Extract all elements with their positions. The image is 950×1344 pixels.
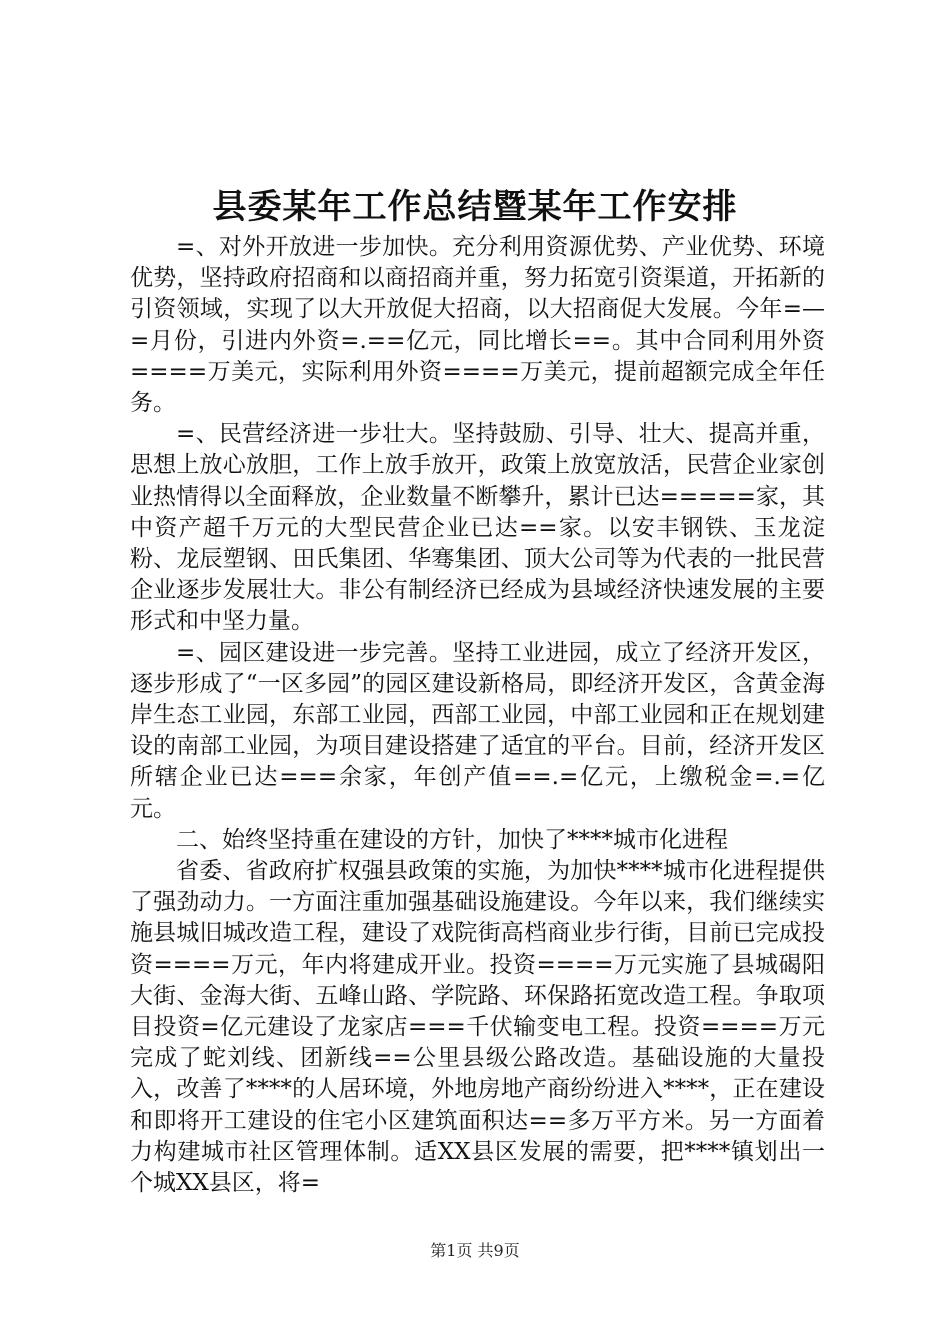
section-heading-urbanization: 二、始终坚持重在建设的方针，加快了****城市化进程 [176, 826, 728, 853]
document-body [130, 232, 825, 1199]
paragraph-urbanization: 省委、省政府扩权强县政策的实施，为加快****城市化进程提供了强劲动力。一方面注重加强基础设施建设。今年以来，我们继续实施县城旧城改造工程，建设了戏院街高档商业步行街，目前已完成投资====万元，年内将建成开业。投资====万元实施了县城碣阳大街、金海大街、五峰山路、学院路、环保路拓宽改造工程。争取项目投资=亿元建设了龙家店===千伏输变电工程。投资====万元完成了蛇刘线、团新线==公里县级公路改造。基础设施的大量投入，改善了****的人居环境，外地房地产商纷纷进入****，正在建设和即将开工建设的住宅小区建筑面积达==多万平方米。另一方面着力构建城市社区管理体制。适XX县区发展的需要，把****镇划出一个城XX县区，将= [130, 858, 825, 1197]
paragraph-opening-up: =、对外开放进一步加快。充分利用资源优势、产业优势、环境优势，坚持政府招商和以商招商并重，努力拓宽引资渠道，开拓新的引资领域，实现了以大开放促大招商，以大招商促大发展。今年=—=月份，引进内外资=.==亿元，同比增长==。其中合同利用外资====万美元，实际利用外资====万美元，提前超额完成全年任务。 [130, 234, 825, 417]
paragraph-private-economy: =、民营经济进一步壮大。坚持鼓励、引导、壮大、提高并重，思想上放心放胆，工作上放手放开，政策上放宽放活，民营企业家创业热情得以全面释放，企业数量不断攀升，累计已达=====家，其中资产超千万元的大型民营企业已达==家。以安丰钢铁、玉龙淀粉、龙辰塑钢、田氏集团、华骞集团、顶大公司等为代表的一批民营企业逐步发展壮大。非公有制经济已经成为县域经济快速发展的主要形式和中坚力量。 [130, 421, 825, 635]
paragraph-industrial-parks: =、园区建设进一步完善。坚持工业进园，成立了经济开发区，逐步形成了“一区多园”的园区建设新格局，即经济开发区，含黄金海岸生态工业园，东部工业园，西部工业园，中部工业园和正在规划建设的南部工业园，为项目建设搭建了适宜的平台。目前，经济开发区所辖企业已达===余家，年创产值==.=亿元，上缴税金=.=亿元。 [130, 639, 825, 822]
page-footer: 第1页 共9页 [430, 1241, 520, 1260]
document-title: 县委某年工作总结暨某年工作安排 [212, 187, 738, 227]
